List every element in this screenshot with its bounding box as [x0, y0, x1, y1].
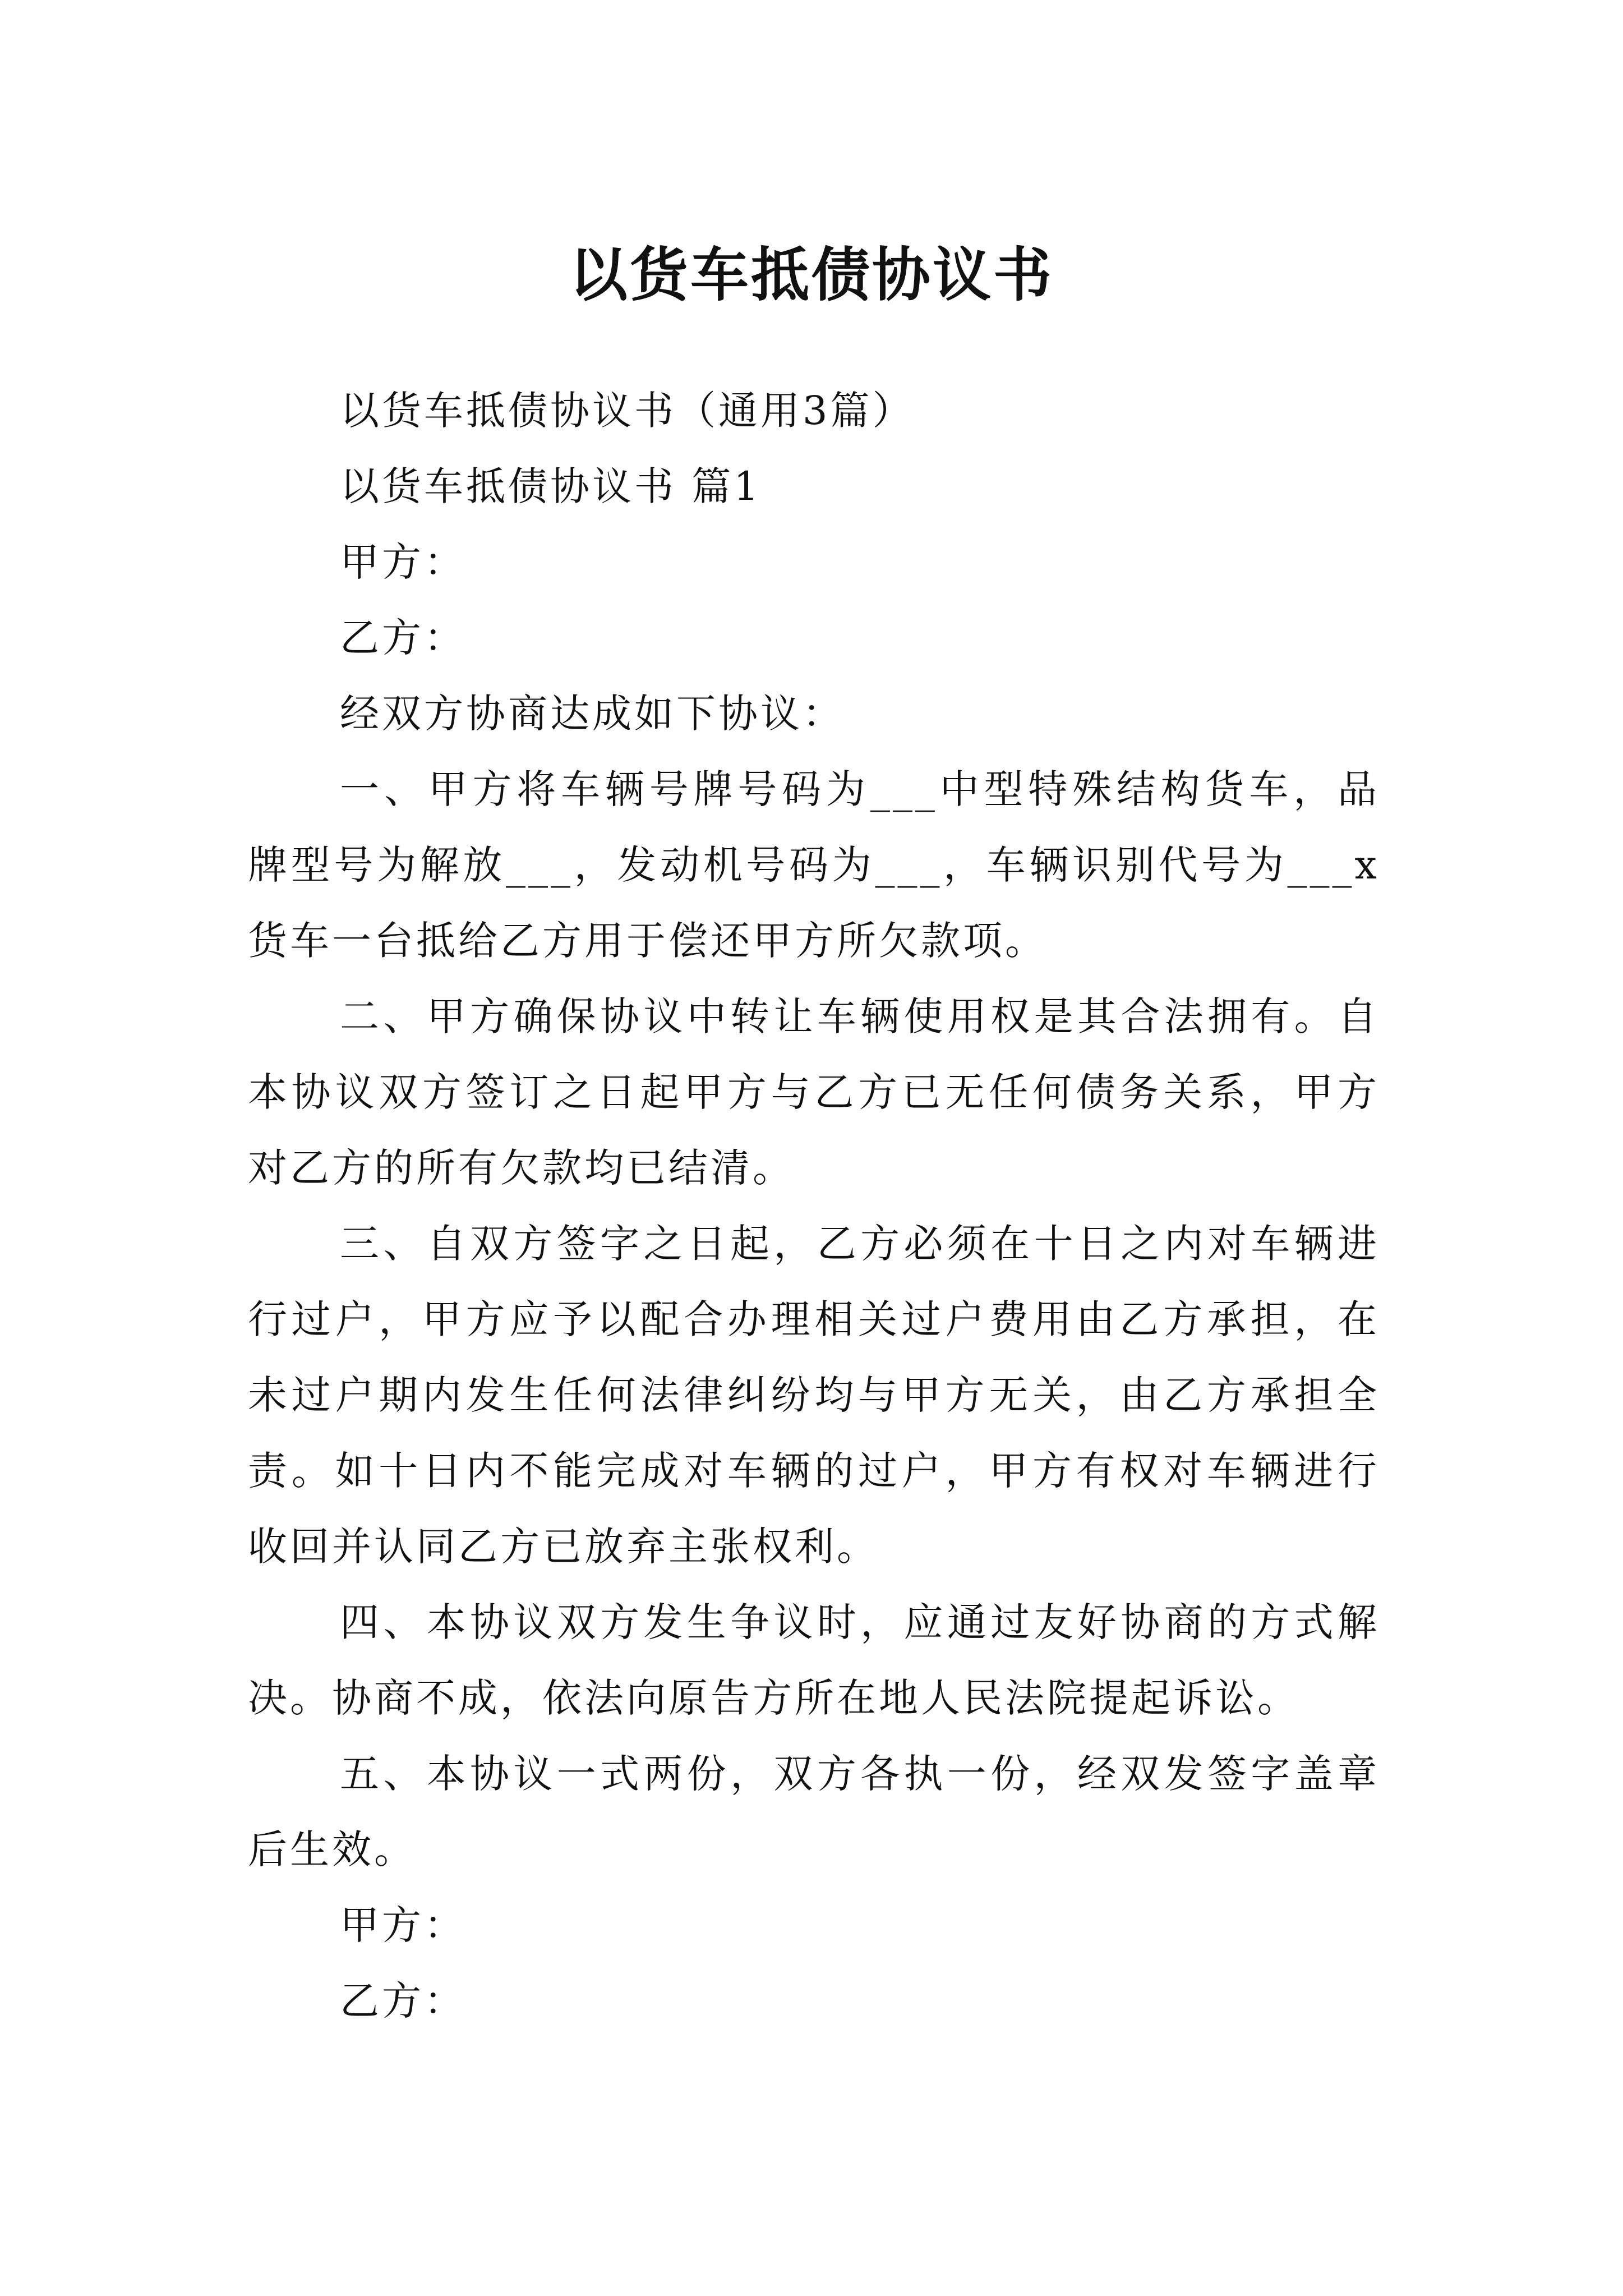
subtitle-line: 以货车抵债协议书（通用3篇）: [340, 388, 915, 434]
document-body: [248, 373, 1380, 2039]
clause-1-line-3: 货车一台抵给乙方用于偿还甲方所欠款项。: [248, 918, 1047, 964]
party-b-line: 乙方：: [340, 615, 466, 661]
clause-2-line-3: 对乙方的所有欠款均已结清。: [248, 1145, 795, 1191]
clause-3-line-4: 责。如十日内不能完成对车辆的过户，甲方有权对车辆进行: [248, 1448, 1380, 1494]
signature-party-a: 甲方：: [340, 1902, 466, 1948]
clause-4-line-2: 决。协商不成，依法向原告方所在地人民法院提起诉讼。: [248, 1675, 1299, 1721]
clause-5-line-1: 五、本协议一式两份，双方各执一份，经双发签字盖章: [340, 1751, 1380, 1797]
intro-line: 经双方协商达成如下协议：: [340, 691, 845, 737]
section-heading: 以货车抵债协议书 篇1: [340, 463, 762, 509]
clause-3-line-5: 收回并认同乙方已放弃主张权利。: [248, 1524, 879, 1570]
clause-1-line-2: 牌型号为解放___，发动机号码为___，车辆识别代号为___x: [248, 842, 1380, 888]
signature-party-b: 乙方：: [340, 1978, 466, 2024]
clause-2-line-2: 本协议双方签订之日起甲方与乙方已无任何债务关系，甲方: [248, 1069, 1380, 1115]
party-a-line: 甲方：: [340, 539, 466, 585]
clause-3-line-1: 三、自双方签字之日起，乙方必须在十日之内对车辆进: [340, 1221, 1380, 1267]
clause-5-line-2: 后生效。: [248, 1826, 416, 1872]
clause-2-line-1: 二、甲方确保协议中转让车辆使用权是其合法拥有。自: [340, 993, 1380, 1039]
clause-1-line-1: 一、甲方将车辆号牌号码为___中型特殊结构货车，品: [340, 766, 1380, 812]
clause-3-line-3: 未过户期内发生任何法律纠纷均与甲方无关，由乙方承担全: [248, 1372, 1380, 1418]
clause-4-line-1: 四、本协议双方发生争议时，应通过友好协商的方式解: [340, 1599, 1380, 1645]
clause-3-line-2: 行过户，甲方应予以配合办理相关过户费用由乙方承担，在: [248, 1296, 1380, 1342]
document-title: 以货车抵债协议书: [569, 240, 1054, 309]
